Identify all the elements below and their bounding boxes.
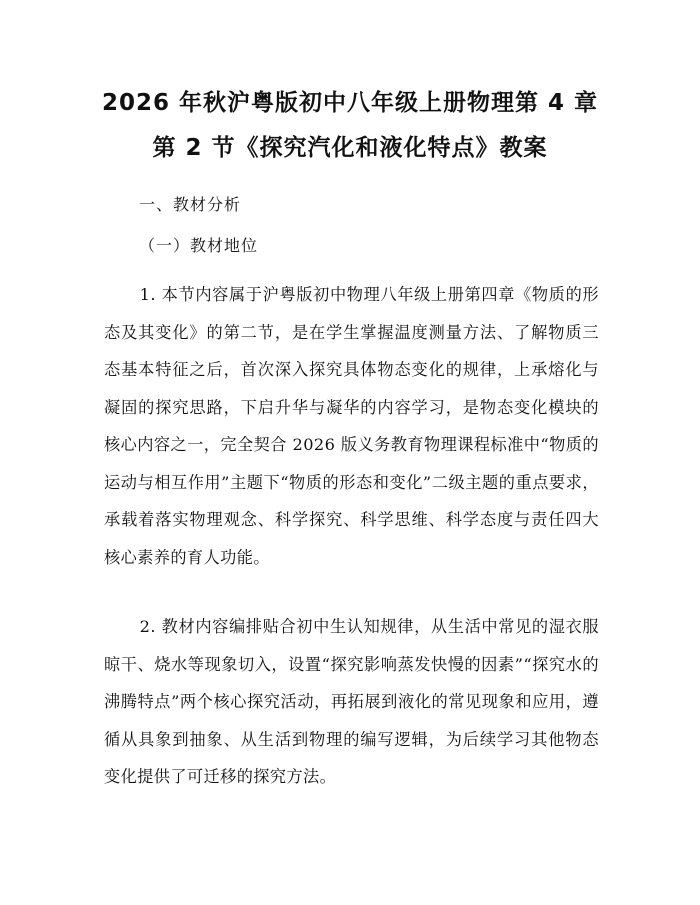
- document-title-line-2: 第 2 节《探究汽化和液化特点》教案: [152, 135, 548, 161]
- paragraph-2: 2. 教材内容编排贴合初中生认知规律，从生活中常见的湿衣服晾干、烧水等现象切入，设置“探究影响蒸发快慢的因素”“探究水的沸腾特点”两个核心探究活动，再拓展到液化的常见现象和应用，遵循从具象到抽象、从生活到物理的编写逻辑，为后续学习其他物态变化提供了可迁移的探究方法。: [104, 617, 599, 786]
- paragraph-1: 1. 本节内容属于沪粤版初中物理八年级上册第四章《物质的形态及其变化》的第二节，是在学生掌握温度测量方法、了解物质三态基本特征之后，首次深入探究具体物态变化的规律，上承熔化与凝固的探究思路，下启升华与凝华的内容学习，是物态变化模块的核心内容之一，完全契合 2026 版义务教育物理课程标准中“物质的运动与相互作用”主题下“物质的形态和变化”二级主题的重点要求，承载着落实物理观念、科学探究、科学思维、科学态度与责任四大核心素养的育人功能。: [104, 285, 599, 567]
- document-title-line-1: 2026 年秋沪粤版初中八年级上册物理第 4 章: [101, 90, 599, 116]
- subsection-heading: （一）教材地位: [139, 236, 259, 255]
- section-heading: 一、教材分析: [139, 195, 242, 214]
